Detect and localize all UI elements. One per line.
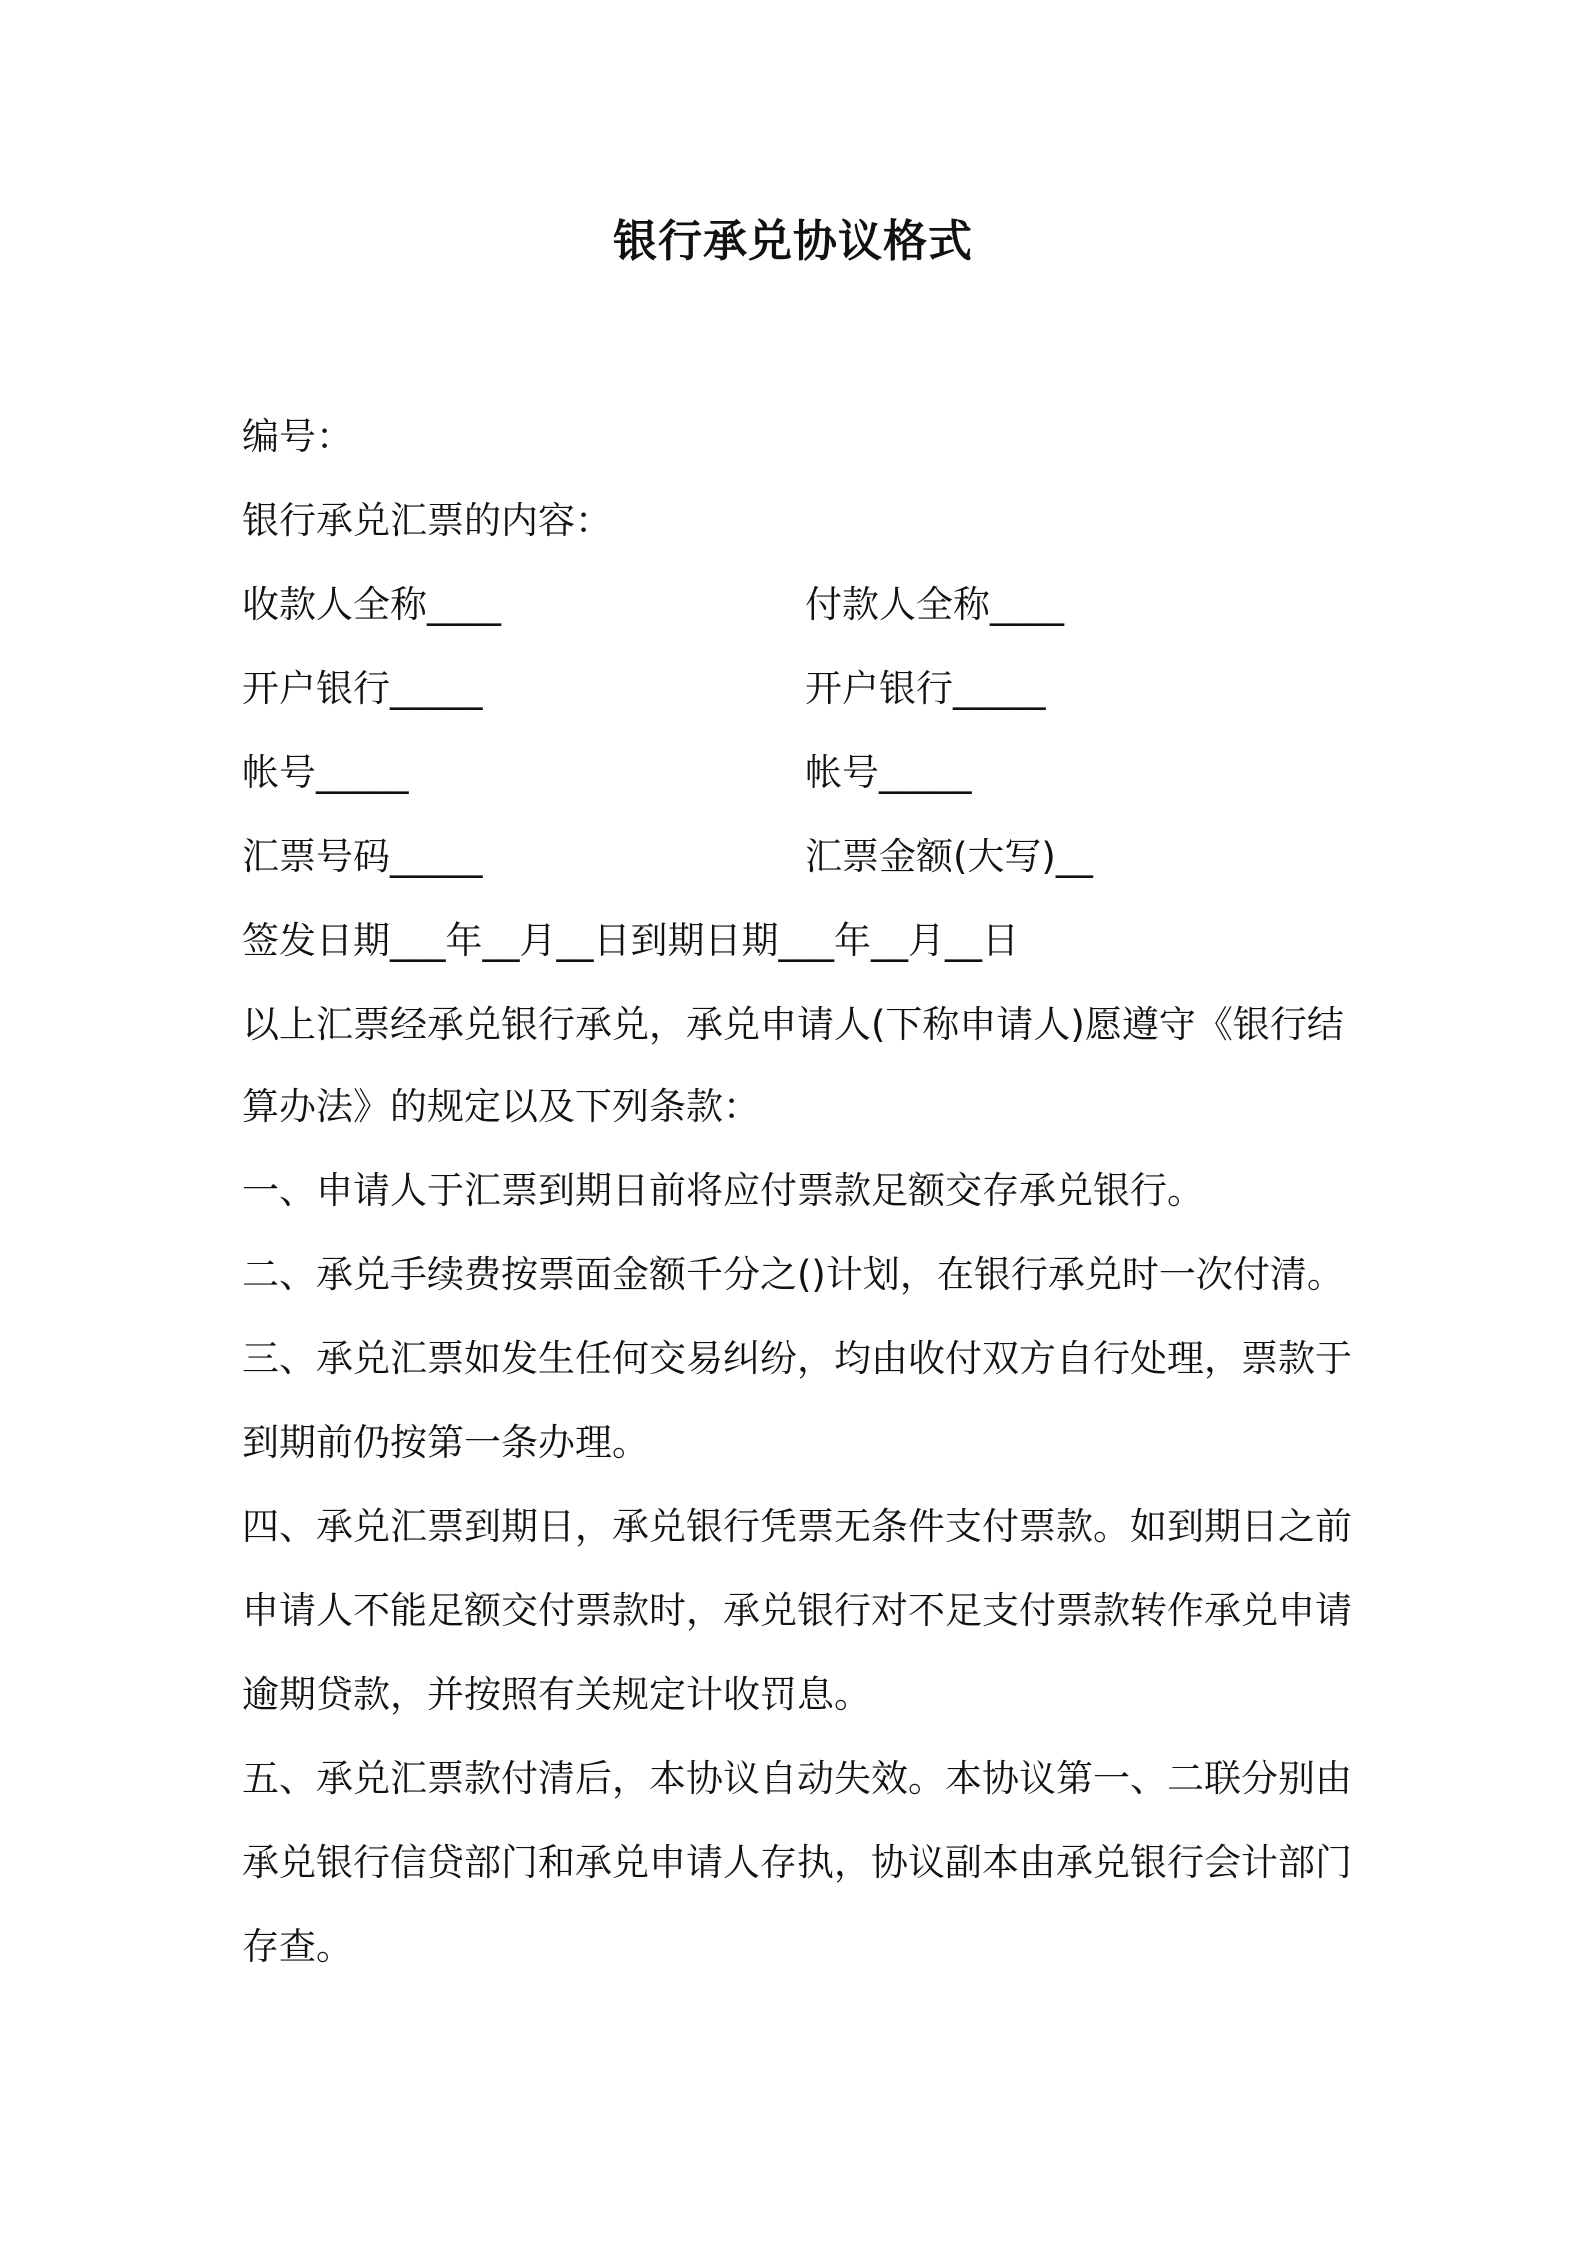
- document-title: 银行承兑协议格式: [613, 216, 973, 267]
- payee-account-field: 帐号_____: [242, 751, 409, 794]
- clause-4-line: 逾期贷款，并按照有关规定计收罚息。: [242, 1673, 871, 1716]
- payee-name-field: 收款人全称____: [242, 583, 501, 626]
- clause-3-line: 到期前仍按第一条办理。: [242, 1421, 649, 1464]
- clause-4-line: 四、承兑汇票到期日，承兑银行凭票无条件支付票款。如到期日之前: [242, 1505, 1352, 1548]
- clause-5-line: 存查。: [242, 1925, 353, 1968]
- draft-number-field: 汇票号码_____: [242, 835, 483, 878]
- draft-amount-field: 汇票金额(大写)__: [805, 835, 1093, 878]
- clause-1: 一、申请人于汇票到期日前将应付票款足额交存承兑银行。: [242, 1169, 1204, 1212]
- content-label: 银行承兑汇票的内容：: [242, 499, 612, 542]
- intro-line: 以上汇票经承兑银行承兑，承兑申请人(下称申请人)愿遵守《银行结: [242, 1003, 1344, 1046]
- clause-2: 二、承兑手续费按票面金额千分之()计划，在银行承兑时一次付清。: [242, 1253, 1344, 1296]
- clause-5-line: 五、承兑汇票款付清后，本协议自动失效。本协议第一、二联分别由: [242, 1757, 1352, 1800]
- clause-5-line: 承兑银行信贷部门和承兑申请人存执，协议副本由承兑银行会计部门: [242, 1841, 1352, 1884]
- clause-4-line: 申请人不能足额交付票款时，承兑银行对不足支付票款转作承兑申请: [242, 1589, 1352, 1632]
- number-label: 编号：: [242, 415, 353, 458]
- dates-field: 签发日期___年__月__日到期日期___年__月__日: [242, 919, 1019, 962]
- payer-name-field: 付款人全称____: [805, 583, 1064, 626]
- payer-account-field: 帐号_____: [805, 751, 972, 794]
- payer-bank-field: 开户银行_____: [805, 667, 1046, 710]
- clause-3-line: 三、承兑汇票如发生任何交易纠纷，均由收付双方自行处理，票款于: [242, 1337, 1352, 1380]
- intro-line: 算办法》的规定以及下列条款：: [242, 1085, 760, 1128]
- payee-bank-field: 开户银行_____: [242, 667, 483, 710]
